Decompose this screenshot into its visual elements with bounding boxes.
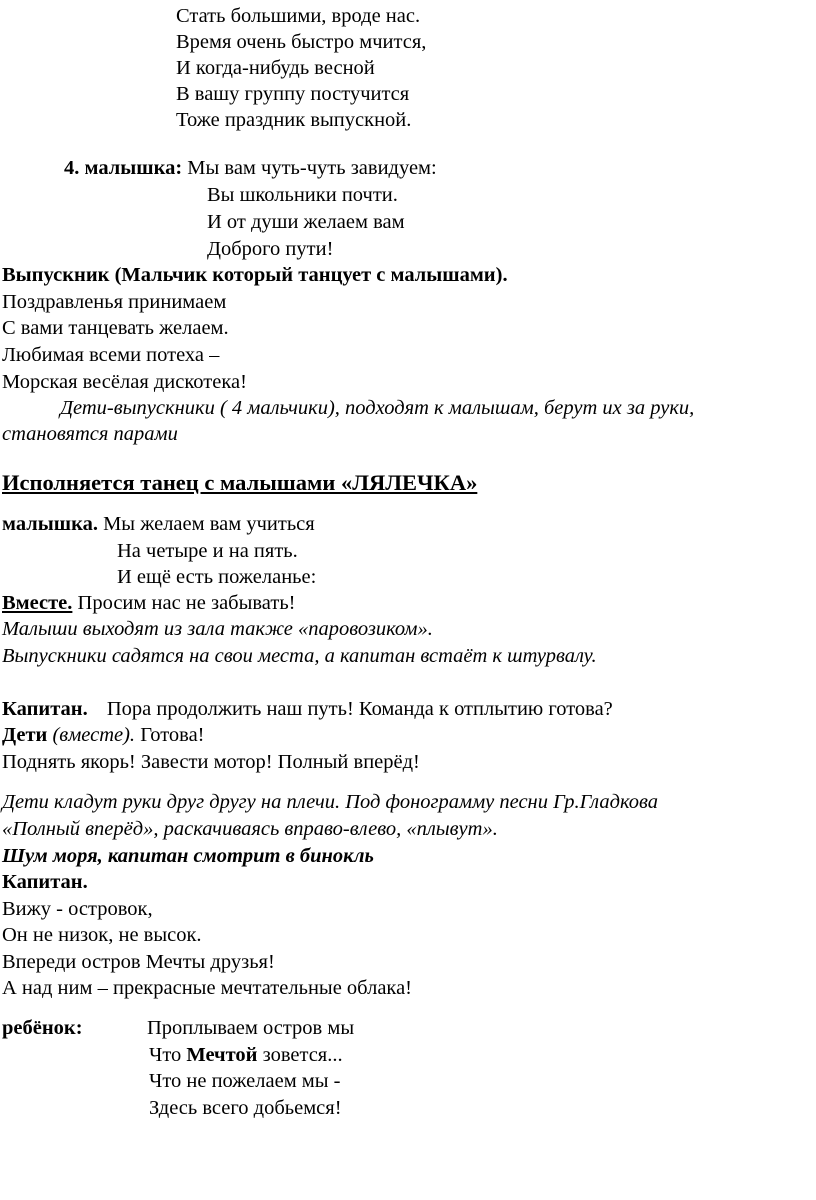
verse-text: Что <box>149 1044 182 1066</box>
malyshka4-line <box>64 156 437 180</box>
stage-direction: Выпускники садятся на свои места, а капитан встаёт к штурвалу. <box>2 645 597 667</box>
verse-text: Мы желаем вам учиться <box>103 513 315 535</box>
malyshka-line <box>2 512 315 536</box>
stage-direction: Дети-выпускники ( 4 мальчики), подходят к малышам, берут их за руки, <box>60 397 695 419</box>
poem-line: Стать большими, вроде нас. <box>176 5 421 27</box>
poem-line: И когда-нибудь весной <box>176 57 375 79</box>
deti-line <box>2 723 205 747</box>
speaker-label: Капитан. <box>2 871 88 893</box>
poem-line: Проплываем остров мы <box>147 1017 355 1039</box>
poem-line: Доброго пути! <box>207 238 334 260</box>
verse-text: Готова! <box>140 724 205 746</box>
poem-line: И ещё есть пожеланье: <box>117 566 317 588</box>
stage-direction: «Полный вперёд», раскачиваясь вправо-влево, «плывут». <box>2 818 498 840</box>
speaker-label: Вместе. <box>2 592 73 614</box>
poem-line: Вижу - островок, <box>2 898 153 920</box>
poem-line: И от души желаем вам <box>207 211 405 233</box>
poem-line: Поздравленья принимаем <box>2 291 227 313</box>
poem-line: Морская весёлая дискотека! <box>2 371 247 393</box>
verse-text: Мы вам чуть-чуть завидуем: <box>187 157 437 179</box>
stage-direction: Дети кладут руки друг другу на плечи. Под фонограмму песни Гр.Гладкова <box>2 791 659 813</box>
section-heading: Исполняется танец с малышами «ЛЯЛЕЧКА» <box>2 470 478 495</box>
verse-text: зовется... <box>262 1044 343 1066</box>
poem-line: В вашу группу постучится <box>176 83 410 105</box>
speaker-label: малышка. <box>2 513 98 535</box>
poem-line: Время очень быстро мчится, <box>176 31 427 53</box>
poem-line: Поднять якорь! Завести мотор! Полный вперёд! <box>2 751 420 773</box>
poem-line: Что не пожелаем мы - <box>149 1070 341 1092</box>
speaker-label: 4. малышка: <box>64 157 183 179</box>
stage-direction: Малыши выходят из зала также «паровозиком». <box>2 618 433 640</box>
speaker-note: (вместе). <box>52 724 136 746</box>
stage-direction: становятся парами <box>2 423 178 445</box>
poem-line: Здесь всего добьемся! <box>149 1097 342 1119</box>
poem-line: Впереди остров Мечты друзья! <box>2 951 275 973</box>
poem-line-mixed <box>149 1043 343 1067</box>
verse-text: Пора продолжить наш путь! Команда к отплытию готова? <box>106 698 613 720</box>
emphasis-text: Мечтой <box>186 1044 258 1066</box>
kapitan-line <box>2 697 613 721</box>
poem-line: Вы школьники почти. <box>207 184 398 206</box>
poem-line: Тоже праздник выпускной. <box>176 109 412 131</box>
poem-line: Любимая всеми потеха – <box>2 344 220 366</box>
speaker-label: Капитан. <box>2 698 88 720</box>
stage-direction-bold: Шум моря, капитан смотрит в бинокль <box>2 845 374 867</box>
vmeste-line <box>2 591 296 615</box>
verse-text: Просим нас не забывать! <box>77 592 296 614</box>
poem-line: С вами танцевать желаем. <box>2 317 229 339</box>
speaker-label: ребёнок: <box>2 1017 83 1039</box>
poem-line: А над ним – прекрасные мечтательные облака! <box>2 977 412 999</box>
poem-line: Он не низок, не высок. <box>2 924 202 946</box>
speaker-label: Дети <box>2 724 48 746</box>
poem-line: На четыре и на пять. <box>117 540 298 562</box>
speaker-label: Выпускник (Мальчик который танцует с малышами). <box>2 264 508 286</box>
